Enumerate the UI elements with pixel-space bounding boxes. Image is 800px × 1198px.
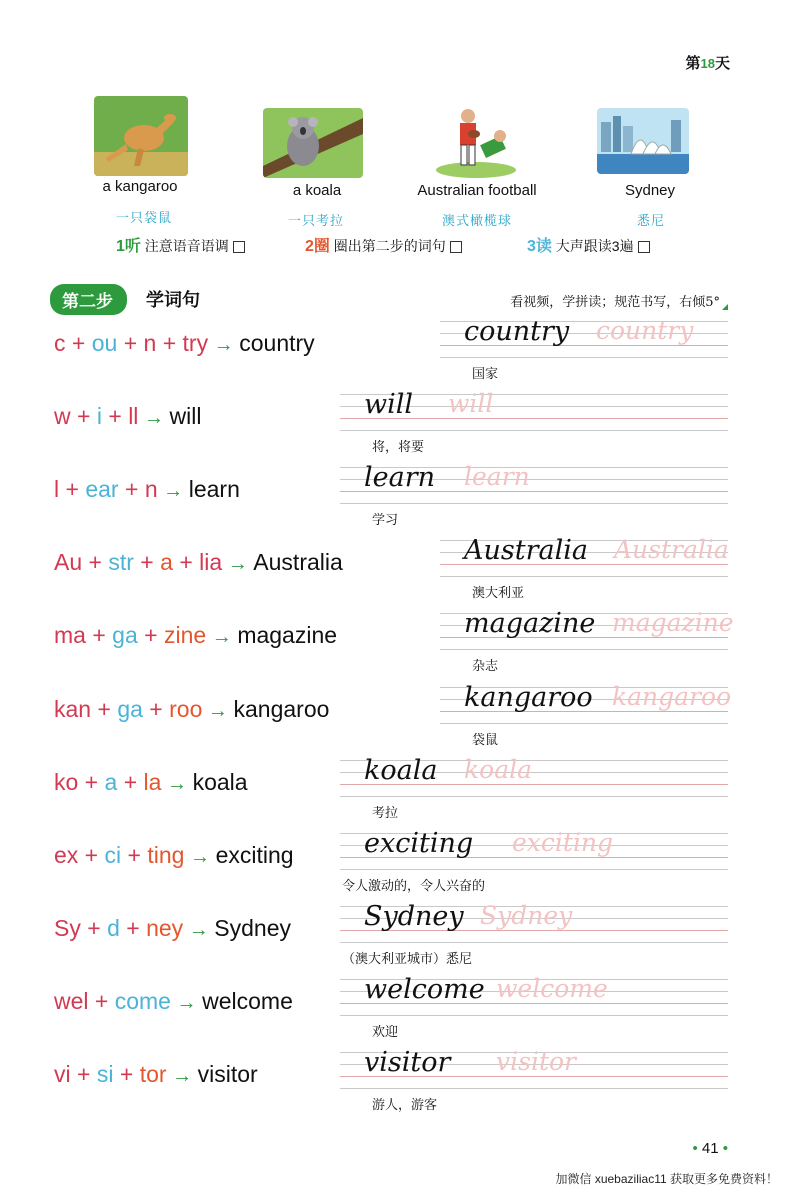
plus-sign: + (59, 476, 86, 502)
picture-caption-en: a kangaroo (102, 178, 178, 195)
task-listen (116, 233, 245, 256)
watermark: 加微信 xuebaziliac11 获取更多免费资料！ (555, 1172, 778, 1186)
plus-sign: + (156, 330, 183, 356)
syllable: ou (91, 330, 118, 356)
plus-sign: + (78, 769, 105, 795)
chinese-meaning: 游人，游客 (372, 1098, 438, 1113)
syllable: i (96, 403, 102, 429)
checkbox[interactable] (638, 241, 650, 253)
chinese-meaning: 欢迎 (372, 1025, 399, 1040)
task-circle (305, 233, 462, 256)
plus-sign: + (117, 330, 144, 356)
syllable: str (108, 549, 134, 575)
day-label (686, 52, 731, 73)
word: country (239, 330, 315, 356)
task-read (527, 233, 650, 256)
picture-caption-en: a koala (292, 182, 342, 199)
syllable: kan (54, 696, 92, 722)
guide-line (340, 430, 728, 431)
plus-sign: + (142, 696, 170, 722)
arrow-icon: → (183, 919, 215, 941)
syllable: w (54, 403, 71, 429)
syllable-breakdown (54, 842, 294, 869)
plus-sign: + (65, 330, 92, 356)
tracing-word: welcome (496, 974, 608, 1003)
syllable-breakdown (54, 549, 343, 576)
tracing-word: will (448, 389, 494, 418)
guide-line (440, 576, 728, 577)
kangaroo-icon (94, 96, 188, 176)
guide-line (340, 796, 728, 797)
syllable: ney (146, 915, 184, 941)
plus-sign: + (117, 769, 144, 795)
handwriting-sample: kangaroo (464, 682, 593, 713)
plus-sign: + (70, 403, 97, 429)
word: Australia (253, 549, 343, 575)
picture-caption-cn: 澳式橄榄球 (441, 214, 512, 229)
handwriting-sample: country (464, 316, 570, 347)
word: kangaroo (233, 696, 330, 722)
syllable: vi (54, 1061, 71, 1087)
handwriting-sample: will (364, 389, 414, 420)
syllable: la (143, 769, 162, 795)
football-players-icon (434, 104, 518, 180)
syllable: come (114, 988, 171, 1014)
syllable-breakdown (54, 1061, 258, 1088)
syllable: ting (147, 842, 185, 868)
checkbox[interactable] (450, 241, 462, 253)
syllable-breakdown (54, 696, 329, 723)
syllable: ear (85, 476, 119, 502)
guide-line (340, 1015, 728, 1016)
plus-sign: + (137, 622, 164, 648)
task-text: 大声跟读3遍 (555, 238, 634, 254)
syllable: ga (117, 696, 143, 722)
plus-sign: + (119, 915, 147, 941)
syllable: Au (54, 549, 83, 575)
syllable: ex (54, 842, 79, 868)
tracing-word: country (596, 316, 694, 345)
handwriting-sample: Sydney (364, 901, 464, 932)
handwriting-sample: learn (364, 462, 436, 493)
step-instructions: 看视频，学拼读；规范书写，右倾5° (510, 295, 720, 310)
plus-sign: + (78, 842, 105, 868)
plus-sign: + (80, 915, 108, 941)
chinese-meaning: 杂志 (472, 659, 499, 674)
plus-sign: + (85, 622, 113, 648)
syllable: ll (128, 403, 139, 429)
arrow-icon: → (208, 334, 240, 356)
syllable: n (144, 476, 158, 502)
arrow-icon: → (222, 553, 254, 575)
syllable-breakdown (54, 988, 293, 1015)
day-number: 18 (700, 56, 715, 71)
picture-caption-cn: 一只考拉 (287, 214, 344, 229)
arrow-icon: → (206, 626, 238, 648)
plus-sign: + (82, 549, 109, 575)
step-title: 学词句 (146, 290, 200, 310)
plus-sign: + (118, 476, 145, 502)
task-number: 3读 (527, 238, 552, 255)
task-text: 注意语音语调 (144, 238, 229, 254)
word: koala (192, 769, 248, 795)
chinese-meaning: 国家 (472, 367, 499, 382)
handwriting-sample: Australia (464, 535, 588, 566)
sydney-opera-house-icon (597, 108, 689, 174)
day-prefix: 第 (685, 55, 701, 72)
picture-caption-en: Sydney (624, 182, 676, 199)
tracing-word: visitor (496, 1047, 576, 1076)
chinese-meaning: 令人激动的，令人兴奋的 (342, 879, 486, 894)
syllable-breakdown (54, 915, 291, 942)
syllable: Sy (54, 915, 81, 941)
chinese-meaning: （澳大利亚城市）悉尼 (342, 952, 473, 967)
dot-icon: • (692, 1140, 698, 1157)
syllable-breakdown (54, 769, 248, 796)
plus-sign: + (172, 549, 200, 575)
syllable: n (143, 330, 157, 356)
day-suffix: 天 (714, 55, 730, 72)
chinese-meaning: 澳大利亚 (472, 586, 525, 601)
handwriting-sample: magazine (464, 608, 596, 639)
guide-line (340, 503, 728, 504)
syllable: d (107, 915, 120, 941)
syllable: roo (169, 696, 203, 722)
word-row (0, 1047, 800, 1134)
syllable-breakdown (54, 622, 337, 649)
syllable-breakdown (54, 330, 315, 357)
tracing-word: koala (464, 755, 533, 784)
plus-sign: + (113, 1061, 140, 1087)
arrow-icon: → (161, 773, 193, 795)
syllable: try (182, 330, 209, 356)
guide-line (440, 649, 728, 650)
syllable: zine (163, 622, 207, 648)
syllable: a (160, 549, 173, 575)
plus-sign: + (91, 696, 118, 722)
picture-caption-en: Australian football (417, 182, 537, 199)
checkbox[interactable] (233, 241, 245, 253)
picture-caption-cn: 一只袋鼠 (115, 211, 172, 226)
chinese-meaning: 将，将要 (372, 440, 425, 455)
plus-sign: + (121, 842, 148, 868)
corner-triangle-icon (722, 304, 728, 310)
page-number (692, 1140, 728, 1157)
tracing-word: magazine (612, 608, 734, 637)
picture-caption-cn: 悉尼 (636, 214, 665, 229)
handwriting-sample: koala (364, 755, 438, 786)
syllable: lia (199, 549, 223, 575)
tracing-word: Sydney (480, 901, 573, 930)
handwriting-sample: welcome (364, 974, 485, 1005)
plus-sign: + (88, 988, 115, 1014)
word: visitor (197, 1061, 258, 1087)
page-number-text: 41 (701, 1140, 719, 1157)
syllable: ma (54, 622, 86, 648)
word: learn (188, 476, 240, 502)
guide-line (340, 869, 728, 870)
arrow-icon: → (184, 846, 216, 868)
syllable: wel (54, 988, 89, 1014)
guide-line (440, 723, 728, 724)
syllable: ga (112, 622, 138, 648)
word: will (169, 403, 202, 429)
tracing-word: Australia (614, 535, 729, 564)
dot-icon: • (722, 1140, 728, 1157)
chinese-meaning: 学习 (372, 513, 399, 528)
task-number: 2圈 (305, 238, 330, 255)
guide-line (440, 357, 728, 358)
guide-line (340, 1088, 728, 1089)
word: exciting (215, 842, 294, 868)
plus-sign: + (101, 403, 129, 429)
handwriting-sample: visitor (364, 1047, 451, 1078)
plus-sign: + (70, 1061, 97, 1087)
koala-icon (263, 108, 363, 178)
word: welcome (202, 988, 293, 1014)
arrow-icon: → (157, 480, 189, 502)
arrow-icon: → (170, 992, 203, 1014)
syllable: tor (139, 1061, 167, 1087)
word: Sydney (214, 915, 292, 941)
word: magazine (237, 622, 338, 648)
tracing-word: kangaroo (612, 682, 732, 711)
tracing-word: learn (464, 462, 530, 491)
syllable-breakdown (54, 403, 202, 430)
syllable: ci (104, 842, 122, 868)
chinese-meaning: 袋鼠 (472, 733, 499, 748)
guide-line (340, 942, 728, 943)
syllable: a (104, 769, 118, 795)
syllable: ko (54, 769, 79, 795)
task-text: 圈出第二步的词句 (333, 238, 446, 254)
syllable: l (54, 476, 60, 502)
handwriting-sample: exciting (364, 828, 474, 859)
syllable: c (54, 330, 66, 356)
chinese-meaning: 考拉 (372, 806, 399, 821)
syllable-breakdown (54, 476, 240, 503)
syllable: si (96, 1061, 114, 1087)
plus-sign: + (133, 549, 161, 575)
task-number: 1听 (116, 238, 141, 255)
arrow-icon: → (166, 1065, 198, 1087)
tracing-word: exciting (512, 828, 614, 857)
arrow-icon: → (138, 407, 170, 429)
step-badge: 第二步 (50, 284, 127, 315)
arrow-icon: → (202, 700, 234, 722)
